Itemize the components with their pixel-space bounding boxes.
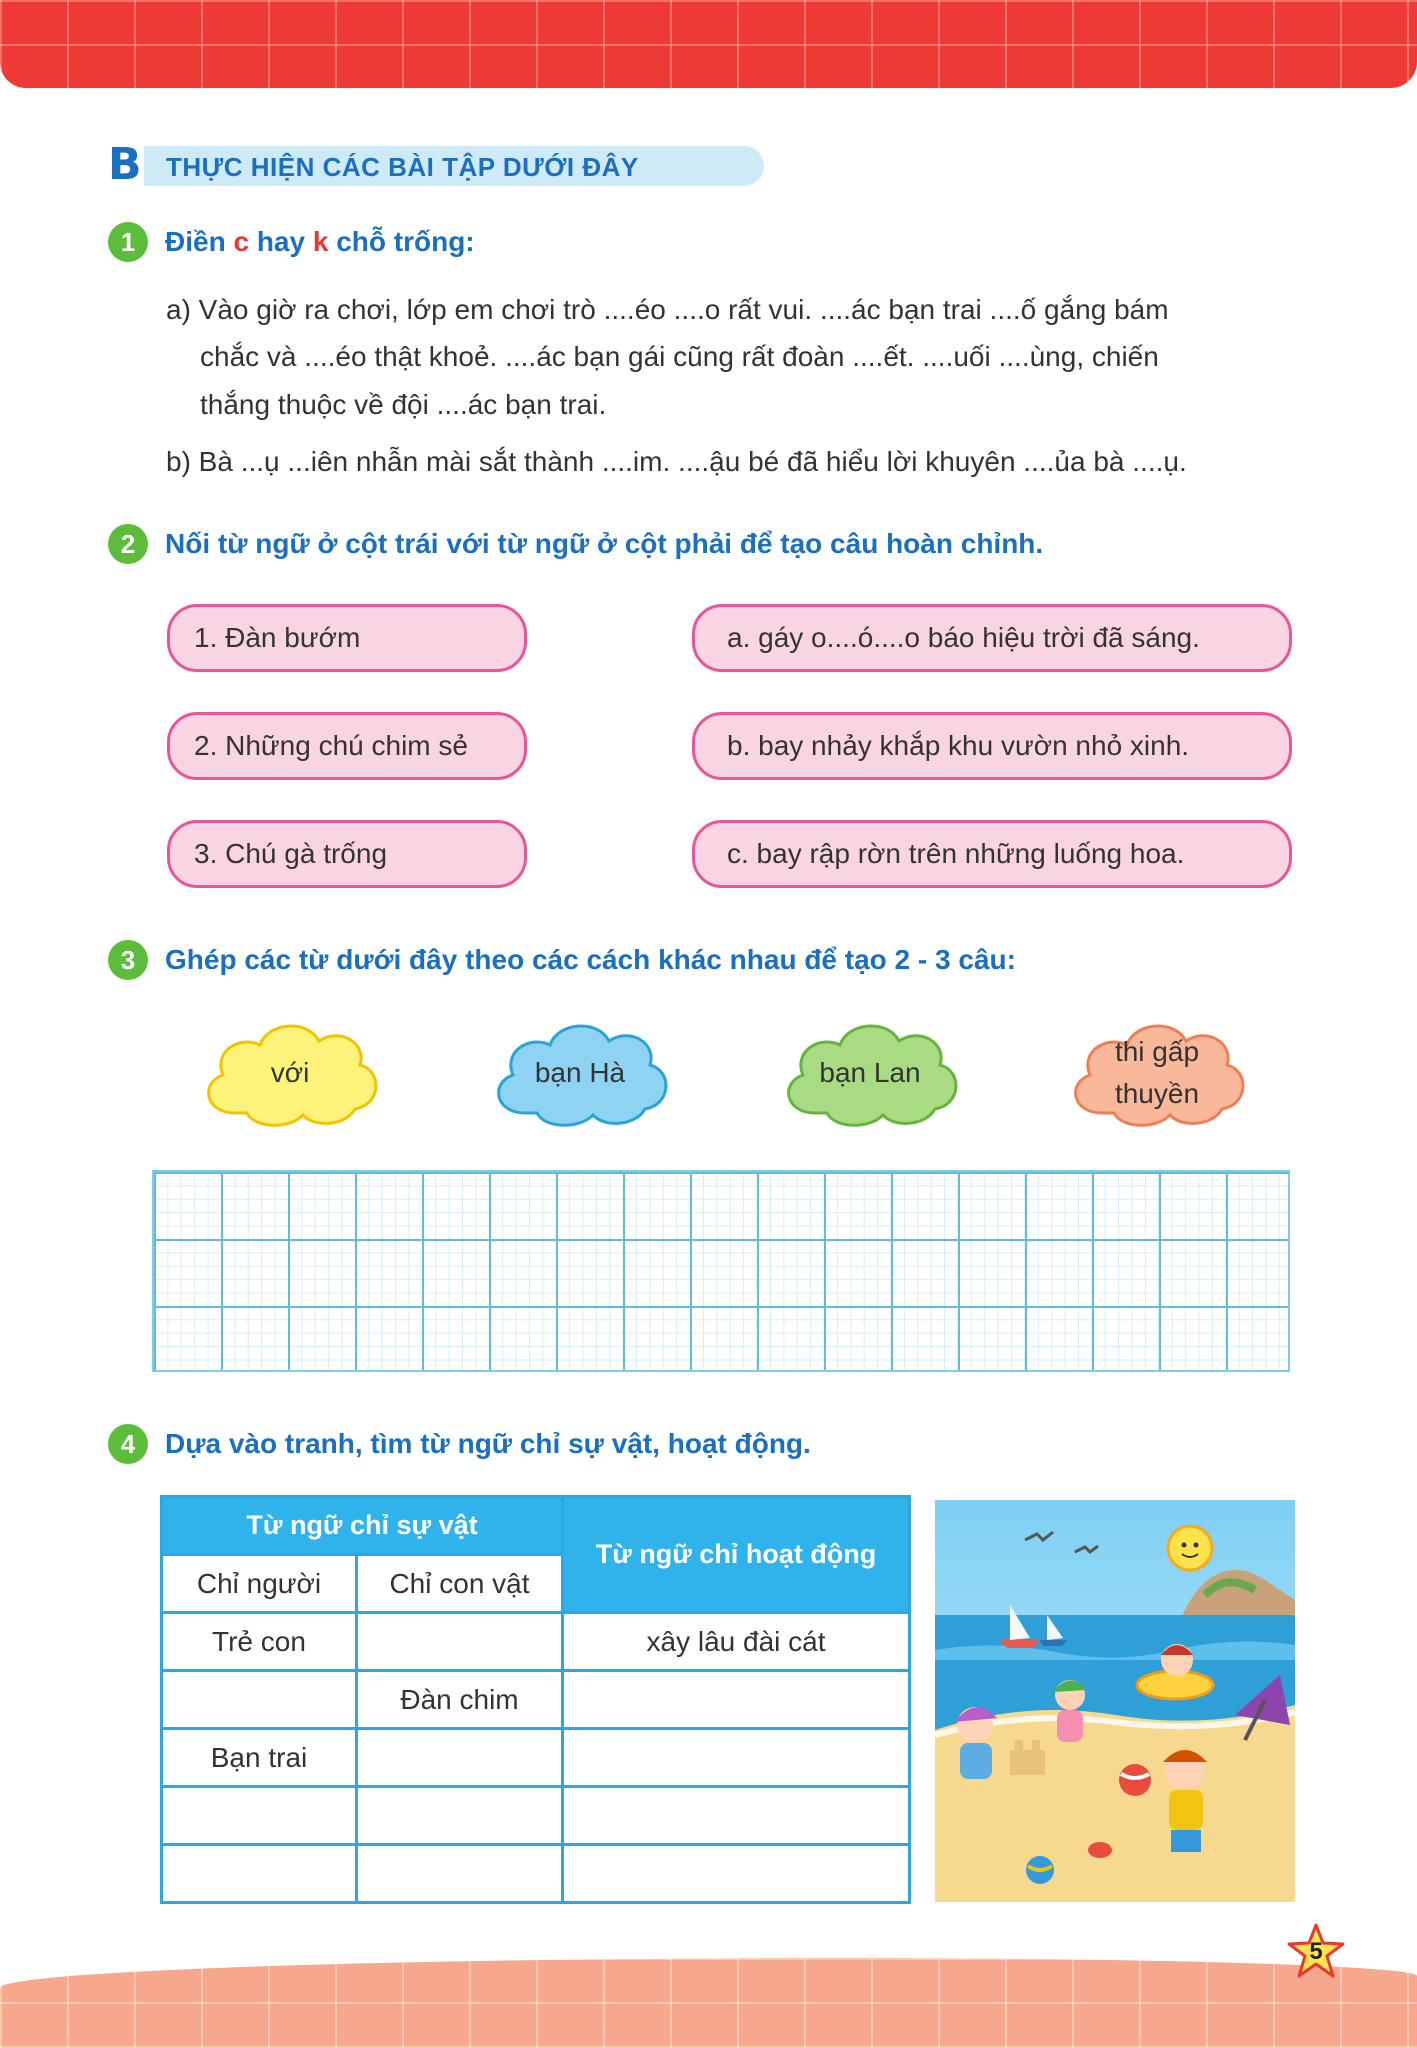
table-cell[interactable] [357, 1787, 563, 1845]
section-letter: B [108, 139, 142, 190]
q1-title-part: chỗ trống: [328, 226, 475, 257]
question-2-title: Nối từ ngữ ở cột trái với từ ngữ ở cột phải để tạo câu hoàn chỉnh. [165, 528, 1044, 559]
table-cell[interactable] [563, 1671, 910, 1729]
table-row [162, 1845, 910, 1903]
table-cell[interactable] [357, 1729, 563, 1787]
vocabulary-table [160, 1495, 911, 1904]
top-banner [0, 0, 1417, 88]
writing-grid[interactable] [152, 1170, 1290, 1372]
table-cell[interactable] [563, 1845, 910, 1903]
table-row [162, 1787, 910, 1845]
word-cloud-4 [1062, 1013, 1252, 1133]
cloud-1-text: với [270, 1057, 310, 1088]
table-row [162, 1729, 910, 1787]
match-left-2[interactable]: 2. Những chú chim sẻ [167, 712, 527, 780]
table-cell[interactable] [357, 1613, 563, 1671]
beach-scene-image [935, 1500, 1295, 1902]
table-cell[interactable] [162, 1845, 357, 1903]
table-cell[interactable]: xây lâu đài cát [563, 1613, 910, 1671]
table-cell[interactable]: Bạn trai [162, 1729, 357, 1787]
table-row [162, 1671, 910, 1729]
match-right-c[interactable]: c. bay rập rờn trên những luống hoa. [692, 820, 1292, 888]
question-3-badge: 3 [108, 940, 148, 980]
q1-line-a3: thắng thuộc về đội ....ác bạn trai. [200, 389, 607, 420]
word-cloud-3 [775, 1013, 965, 1133]
question-2-badge: 2 [108, 524, 148, 564]
q1-title-part: hay [249, 226, 313, 257]
word-cloud-1 [195, 1013, 385, 1133]
question-4-title: Dựa vào tranh, tìm từ ngữ chỉ sự vật, hoạt động. [165, 1428, 811, 1459]
table-cell[interactable] [162, 1787, 357, 1845]
q1-line-b: b) Bà ...ụ ...iên nhẫn mài sắt thành ....im. ....ậu bé đã hiểu lời khuyên ....ủa bà ....ụ. [166, 446, 1187, 477]
question-3-title: Ghép các từ dưới đây theo các cách khác nhau để tạo 2 - 3 câu: [165, 944, 1016, 975]
match-right-a[interactable]: a. gáy o....ó....o báo hiệu trời đã sáng. [692, 604, 1292, 672]
table-cell[interactable] [563, 1729, 910, 1787]
beach-illustration [935, 1500, 1295, 1902]
table-cell[interactable] [357, 1845, 563, 1903]
q1-line-a2: chắc và ....éo thật khoẻ. ....ác bạn gái cũng rất đoàn ....ết. ....uối ....ùng, chiến [200, 341, 1159, 372]
question-1-title [165, 226, 475, 258]
cloud-4-text-line2: thuyền [1114, 1078, 1200, 1109]
q1-line-a1: a) Vào giờ ra chơi, lớp em chơi trò ....éo ....o rất vui. ....ác bạn trai ....ố gắng bám [166, 294, 1169, 325]
page-number: 5 [1309, 1938, 1323, 1965]
cloud-4-text-line1: thi gấp [1114, 1036, 1200, 1067]
table-cell[interactable]: Trẻ con [162, 1613, 357, 1671]
match-left-3[interactable]: 3. Chú gà trống [167, 820, 527, 888]
table-cell[interactable] [563, 1787, 910, 1845]
table-subheader-animals: Chỉ con vật [357, 1555, 563, 1613]
section-title: THỰC HIỆN CÁC BÀI TẬP DƯỚI ĐÂY [166, 152, 639, 182]
table-cell[interactable] [162, 1671, 357, 1729]
q1-title-letter-c: c [233, 226, 250, 257]
bottom-banner [0, 1958, 1417, 2048]
question-4-badge: 4 [108, 1424, 148, 1464]
cloud-3-text: bạn Lan [819, 1057, 921, 1088]
q1-title-letter-k: k [312, 226, 329, 257]
cloud-2-text: bạn Hà [534, 1057, 626, 1088]
word-cloud-2 [485, 1013, 675, 1133]
table-header-activities: Từ ngữ chỉ hoạt động [563, 1497, 910, 1613]
table-subheader-people: Chỉ người [162, 1555, 357, 1613]
match-left-1[interactable]: 1. Đàn bướm [167, 604, 527, 672]
table-row [162, 1613, 910, 1671]
question-1-badge: 1 [108, 222, 148, 262]
match-right-b[interactable]: b. bay nhảy khắp khu vườn nhỏ xinh. [692, 712, 1292, 780]
q1-title-part: Điền [165, 226, 234, 257]
table-header-things: Từ ngữ chỉ sự vật [162, 1497, 563, 1555]
table-cell[interactable]: Đàn chim [357, 1671, 563, 1729]
